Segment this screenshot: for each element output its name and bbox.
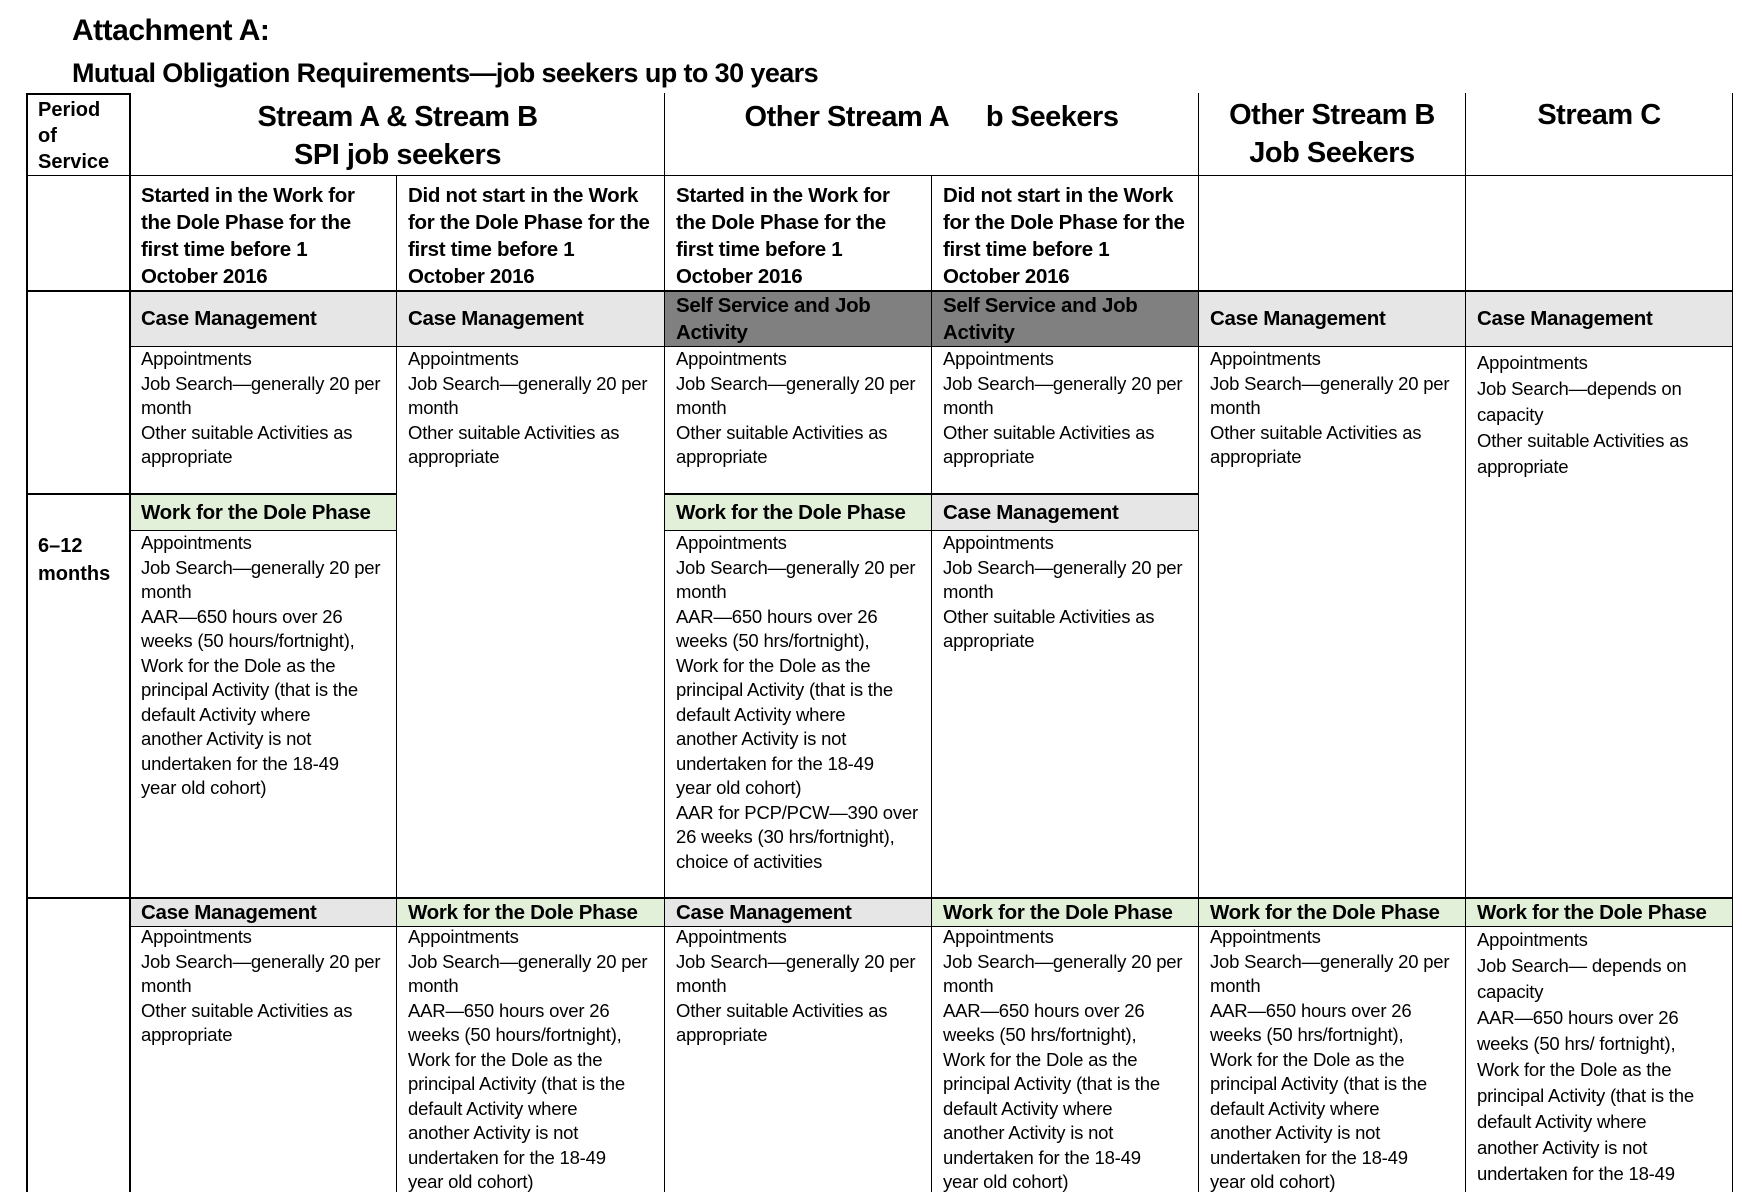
r1-c2-requirements: Appointments Job Search—generally 20 per month Other suitable Activities as appropriate (408, 348, 648, 467)
r1-c6-requirements: Appointments Job Search—depends on capacity Other suitable Activities as appropriate (1477, 352, 1689, 477)
period-of-service-header: Period of Service (38, 99, 110, 173)
subheader-started-c3: Started in the Work for the Dole Phase for the first time before 1 October 2016 (676, 184, 890, 288)
band-case-management-r3c1: Case Management (130, 899, 396, 926)
r2-c4-requirements: Appointments Job Search—generally 20 per month Other suitable Activities as appropriate (943, 532, 1183, 651)
r3-c2-requirements: Appointments Job Search—generally 20 per month AAR—650 hours over 26 weeks (50 hours/fortnight), Work for the Dole as the principal Activity (that is the default Activity where another Activity is not undertaken for the 18-49 year old cohort) (408, 926, 648, 1192)
r1-c3-requirements: Appointments Job Search—generally 20 per month Other suitable Activities as appropriate (676, 348, 916, 467)
band-case-management-c5: Case Management (1199, 292, 1465, 346)
r3-c4-requirements: Appointments Job Search—generally 20 per month AAR—650 hours over 26 weeks (50 hrs/fortnight), Work for the Dole as the principal Activity (that is the default Activity where another Activity is not undertaken for the 18-49 year old cohort) (943, 926, 1183, 1192)
r1-c5-requirements: Appointments Job Search—generally 20 per month Other suitable Activities as appropriate (1210, 348, 1450, 467)
band-case-management-r2c4: Case Management (932, 495, 1198, 530)
band-case-management-c1: Case Management (130, 292, 396, 346)
header-other-stream-a: Other Stream A b Seekers (744, 101, 1119, 133)
band-self-service-c4: Self Service and Job Activity (932, 292, 1198, 346)
subheader-not-started-c4: Did not start in the Work for the Dole Phase for the first time before 1 October 2016 (943, 184, 1185, 288)
band-self-service-c3: Self Service and Job Activity (665, 292, 931, 346)
subheader-not-started-c2: Did not start in the Work for the Dole Phase for the first time before 1 October 2016 (408, 184, 650, 288)
r2-c1-requirements: Appointments Job Search—generally 20 per month AAR—650 hours over 26 weeks (50 hours/fortnight), Work for the Dole as the principal Activity (that is the default Activity where another Activity is not undertaken for the 18-49 year old cohort) (141, 532, 381, 798)
period-label: 6–12 months (38, 535, 111, 585)
r1-c4-requirements: Appointments Job Search—generally 20 per month Other suitable Activities as appropriate (943, 348, 1183, 467)
band-case-management-c2: Case Management (397, 292, 664, 346)
band-work-for-dole-r3c4: Work for the Dole Phase (932, 899, 1198, 926)
header-stream-ab-spi: Stream A & Stream B SPI job seekers (257, 101, 538, 171)
header-stream-c: Stream C (1537, 99, 1661, 131)
r1-c1-requirements: Appointments Job Search—generally 20 per month Other suitable Activities as appropriate (141, 348, 381, 467)
band-case-management-c6: Case Management (1466, 292, 1732, 346)
band-work-for-dole-r2c1: Work for the Dole Phase (130, 495, 396, 530)
document-subtitle: Mutual Obligation Requirements—job seekers up to 30 years (72, 58, 818, 88)
band-work-for-dole-r3c6: Work for the Dole Phase (1466, 899, 1732, 926)
r2-c3-requirements: Appointments Job Search—generally 20 per month AAR—650 hours over 26 weeks (50 hrs/fortnight), Work for the Dole as the principal Activity (that is the default Activity where another Activity is not undertaken for the 18-49 year old cohort) AAR for PCP/PCW—390 over 26 weeks (30 hrs/fortnight), choice of activities (676, 532, 918, 872)
subheader-started-c1: Started in the Work for the Dole Phase for the first time before 1 October 2016 (141, 184, 355, 288)
band-work-for-dole-r3c2: Work for the Dole Phase (397, 899, 664, 926)
r3-c6-requirements: Appointments Job Search— depends on capacity AAR—650 hours over 26 weeks (50 hrs/ fortnight), Work for the Dole as the principal Activity (that is the default Activity where another Activity is not undertaken for the 18-49 (1477, 929, 1694, 1184)
r3-c5-requirements: Appointments Job Search—generally 20 per month AAR—650 hours over 26 weeks (50 hrs/fortnight), Work for the Dole as the principal Activity (that is the default Activity where another Activity is not undertaken for the 18-49 year old cohort) (1210, 926, 1450, 1192)
band-work-for-dole-r3c5: Work for the Dole Phase (1199, 899, 1465, 926)
document-title: Attachment A: (72, 14, 270, 47)
header-other-stream-b: Other Stream B Job Seekers (1229, 99, 1435, 169)
r3-c3-requirements: Appointments Job Search—generally 20 per month Other suitable Activities as appropriate (676, 926, 916, 1045)
band-work-for-dole-r2c3: Work for the Dole Phase (665, 495, 931, 530)
r3-c1-requirements: Appointments Job Search—generally 20 per month Other suitable Activities as appropriate (141, 926, 381, 1045)
band-case-management-r3c3: Case Management (665, 899, 931, 926)
